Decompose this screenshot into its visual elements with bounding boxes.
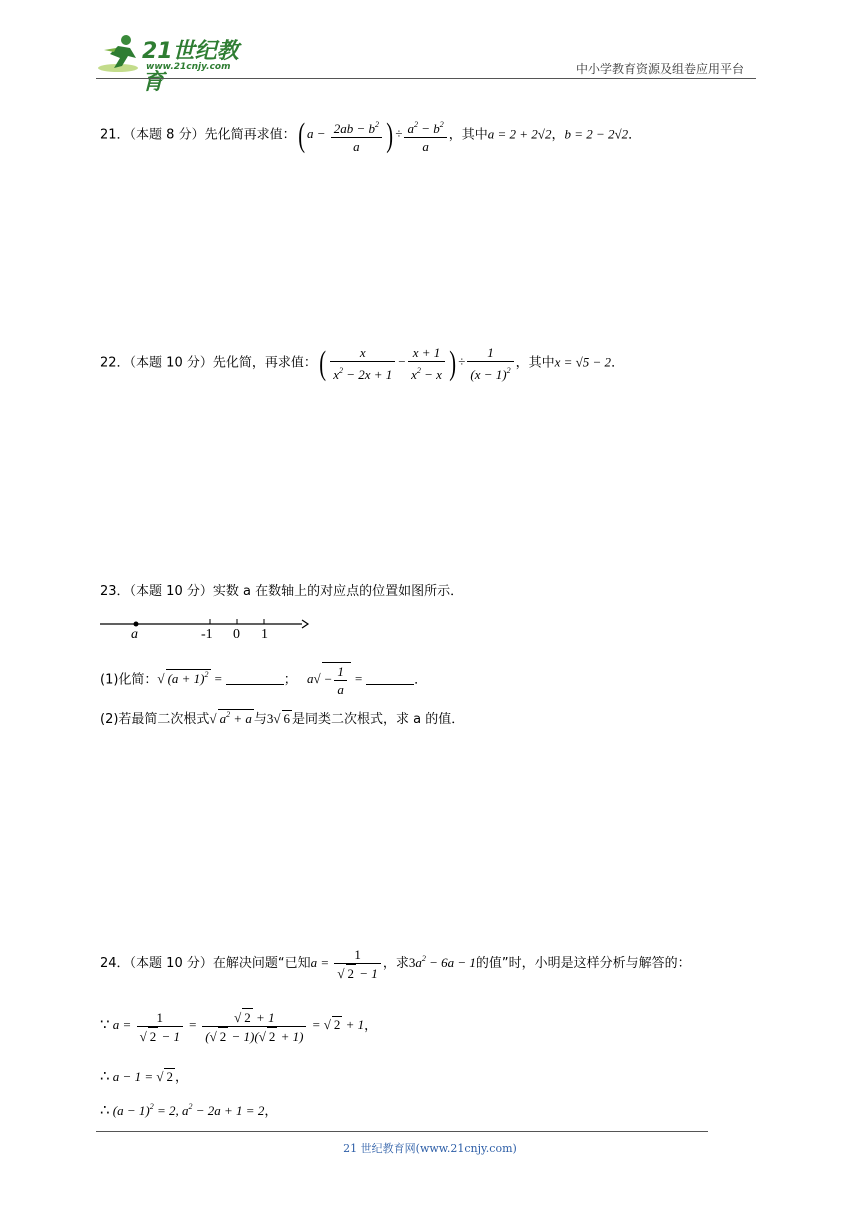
q22-score: （本题 10 分） — [129, 355, 213, 371]
q22-expression: ( $\frac{x}{x^2 - 2x + 1}$ − $\frac{x + 1}{x^2 - x}$ ) ÷ $\frac{1}{(x - 1)^2}$ — [317, 354, 516, 369]
header-logo — [96, 32, 256, 95]
q22-condition: ，其中 — [515, 355, 555, 371]
logo-url: www.21cnjy.com — [146, 62, 231, 72]
q21-stem: 先化简再求值： — [204, 127, 296, 143]
q24-line-3: ∴ $(a - 1)^2 = 2$, $a^2 - 2a + 1 = 2$， — [100, 1101, 278, 1119]
axis-label-a: a — [131, 627, 138, 642]
header-platform-title: 中小学教育资源及组卷应用平台 — [576, 62, 745, 76]
q21-b-value: b = 2 − 2√2 — [564, 126, 629, 142]
q21-expression: ( a − $\frac{2ab - b^2}{a}$ ) ÷ $\frac{a^2 - b^2}{a}$ — [296, 126, 449, 141]
q21-a-value: a = 2 + 2√2 — [487, 126, 552, 142]
q21-score: （本题 8 分） — [129, 127, 205, 143]
axis-label-neg1: -1 — [201, 627, 213, 642]
question-22: 22．（本题 10 分）先化简，再求值：( $\frac{x}{x^2 - 2x + 1}$ − $\frac{x + 1}{x^2 - x}$ ) ÷ $\frac{1}{(x - 1)^2}$ ，其中x = √5 − 2． — [100, 344, 625, 382]
q22-x-value: x = √5 − 2 — [554, 354, 612, 370]
q23-part2-end: 是同类二次根式，求 a 的值． — [292, 712, 465, 727]
q22-stem: 先化简，再求值： — [212, 355, 317, 371]
q23-part1-label: (1)化简： — [100, 672, 158, 688]
header-divider — [96, 78, 756, 79]
q21-number: 21． — [100, 127, 130, 143]
q24-number: 24． — [100, 955, 130, 971]
question-21: 21．（本题 8 分）先化简再求值：( a − $\frac{2ab - b^2}{a}$ ) ÷ $\frac{a^2 - b^2}{a}$ ，其中a = 2 + 2√2，b = 2 − 2√2． — [100, 116, 642, 154]
q23-score: （本题 10 分） — [129, 584, 213, 599]
question-24: 24．（本题 10 分）在解决问题“已知a = $\frac{1}{√ 2 - 1}$ ，求$3a^2 - 6a - 1$的值”时，小明是这样分析与解答的： — [100, 947, 691, 981]
q24-line-2: ∴ a − 1 = √ 2 ， — [100, 1067, 188, 1085]
footer-divider — [96, 1131, 708, 1132]
q24-stem: 在解决问题“已知 — [212, 955, 311, 971]
footer-text: 21 世纪教育网(www.21cnjy.com) — [343, 1142, 517, 1155]
q23-part2-text: (2)若最简二次根式 — [100, 712, 210, 727]
question-23 — [100, 580, 463, 599]
answer-blank-1[interactable] — [226, 672, 284, 685]
q23-part1: (1)化简：√ $(a + 1)^2$ = ； a√ − $\frac{1}{a}$ = ． — [100, 664, 428, 697]
logo-text: 21世纪教育 — [142, 39, 239, 95]
q24-stem-mid: ，求 — [382, 955, 409, 971]
q23-number: 23． — [100, 584, 130, 599]
q24-stem-end: 的值”时，小明是这样分析与解答的： — [475, 955, 691, 971]
q23-part2-mid: 与 — [253, 712, 267, 727]
q24-line-1: ∵ a = $\frac{1}{√ 2 - 1}$ = $\frac{√ 2 + 1}{(√ 2 - 1)(√ 2 + 1)}$ = √ 2 + 1， — [100, 1009, 378, 1044]
number-line — [100, 612, 310, 644]
q22-number: 22． — [100, 355, 130, 371]
answer-blank-2[interactable] — [366, 672, 414, 685]
axis-label-0: 0 — [233, 627, 240, 642]
q23-stem: 实数 a 在数轴上的对应点的位置如图所示． — [212, 584, 464, 599]
q21-condition: ，其中 — [448, 127, 488, 143]
q23-part2: (2)若最简二次根式√ $a^2 + a$ 与3√ 6 是同类二次根式，求 a 的值． — [100, 710, 465, 727]
q24-score: （本题 10 分） — [129, 955, 213, 971]
axis-label-1: 1 — [261, 627, 268, 642]
